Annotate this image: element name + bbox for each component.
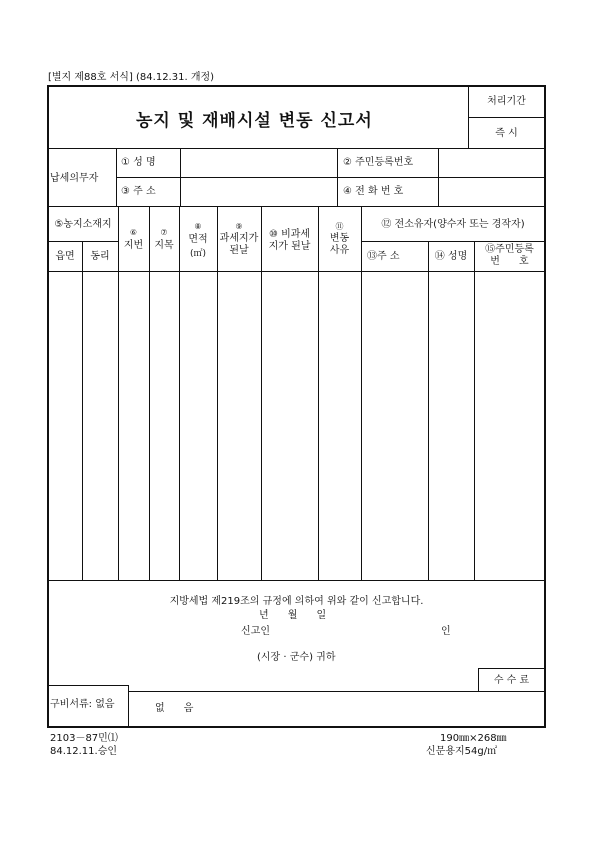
col-eup-myeon: 읍면 xyxy=(55,251,75,262)
declaration-date: 년 월 일 xyxy=(259,610,327,621)
col-tax-date: 과세지가 된날 xyxy=(219,233,259,256)
col-area-num: ⑧ xyxy=(194,222,202,231)
col-area-unit: (㎡) xyxy=(189,249,207,259)
phone-label: ④ 전 화 번 호 xyxy=(343,186,404,197)
col-reason-num: ⑪ xyxy=(335,222,344,231)
form-title: 농지 및 재배시설 변동 신고서 xyxy=(136,111,373,131)
col-lot-no: 지번 xyxy=(123,240,144,251)
seal-mark: 인 xyxy=(441,626,451,637)
col-transferee-group: ⑫ 전소유자(양수자 또는 경작자) xyxy=(381,219,525,230)
rrn-label: ② 주민등록번호 xyxy=(343,157,414,168)
table-body[interactable] xyxy=(49,272,544,579)
col-area: 면적 xyxy=(188,234,208,245)
col-nontax-date: ⑩ 비과세 지가 된날 xyxy=(268,229,311,252)
col-land-cat-num: ⑦ xyxy=(160,228,168,237)
approval-date: 84.12.11.승인 xyxy=(50,746,118,757)
attachments-label: 구비서류: 없음 xyxy=(50,699,115,710)
address-field[interactable] xyxy=(181,178,336,205)
processing-period-value: 즉 시 xyxy=(495,128,518,139)
recipient-line: (시장 · 군수) 귀하 xyxy=(257,652,336,663)
col-reason: 변동 사유 xyxy=(329,233,350,256)
fee-value: 없 음 xyxy=(155,703,194,714)
processing-period-label: 처리기간 xyxy=(487,96,526,107)
taxpayer-label: 납세의무자 xyxy=(50,173,99,184)
paper-type: 신문용지54g/㎡ xyxy=(426,746,498,757)
paper-size: 190㎜×268㎜ xyxy=(440,733,507,744)
col-land-cat: 지목 xyxy=(154,240,174,251)
col-dong-ri: 동리 xyxy=(90,251,110,262)
address-label: ③ 주 소 xyxy=(121,186,156,197)
name-label: ① 성 명 xyxy=(121,157,156,168)
col-transferee-address: ⑬주 소 xyxy=(367,251,400,262)
col-tax-date-num: ⑨ xyxy=(235,222,243,231)
reporter-label: 신고인 xyxy=(241,626,270,637)
col-lot-no-num: ⑥ xyxy=(129,228,138,237)
declaration-statement: 지방세법 제219조의 규정에 의하여 위와 같이 신고합니다. xyxy=(169,596,424,607)
col-transferee-rrn: ⑮주민등록 번 호 xyxy=(485,244,534,267)
form-number: 2103－87민⑴ xyxy=(50,733,118,744)
rrn-field[interactable] xyxy=(439,149,544,176)
fee-label: 수 수 료 xyxy=(493,675,530,686)
name-field[interactable] xyxy=(181,149,336,176)
col-location-group: ⑤농지소재지 xyxy=(54,219,112,230)
phone-field[interactable] xyxy=(439,178,544,205)
form-reference: [별지 제88호 서식] (84.12.31. 개정) xyxy=(48,72,215,83)
col-transferee-name: ⑭ 성명 xyxy=(434,251,468,262)
